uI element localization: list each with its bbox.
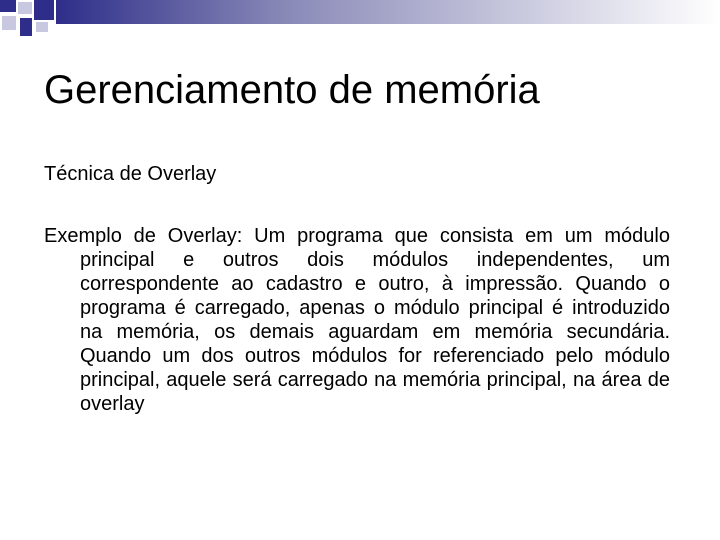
checkerboard-decoration — [0, 0, 240, 40]
slide-body-paragraph: Exemplo de Overlay: Um programa que consista em um módulo principal e outros dois módulos independentes, um correspondente ao cadastro e outro, à impressão. Quando o programa é carregado, apenas o módulo principal é introduzido na memória, os demais aguardam em memória secundária. Quando um dos outros módulos for referenciado pelo módulo principal, aquele será carregado na memória principal, na área de overlay — [44, 225, 670, 415]
checker-square — [36, 22, 48, 32]
slide-subtitle: Técnica de Overlay — [44, 163, 217, 185]
checker-square — [34, 0, 54, 20]
slide-title: Gerenciamento de memória — [44, 68, 540, 112]
checker-square — [0, 0, 16, 12]
checker-square — [2, 16, 16, 30]
checker-square — [20, 18, 32, 36]
checker-square — [18, 2, 32, 14]
